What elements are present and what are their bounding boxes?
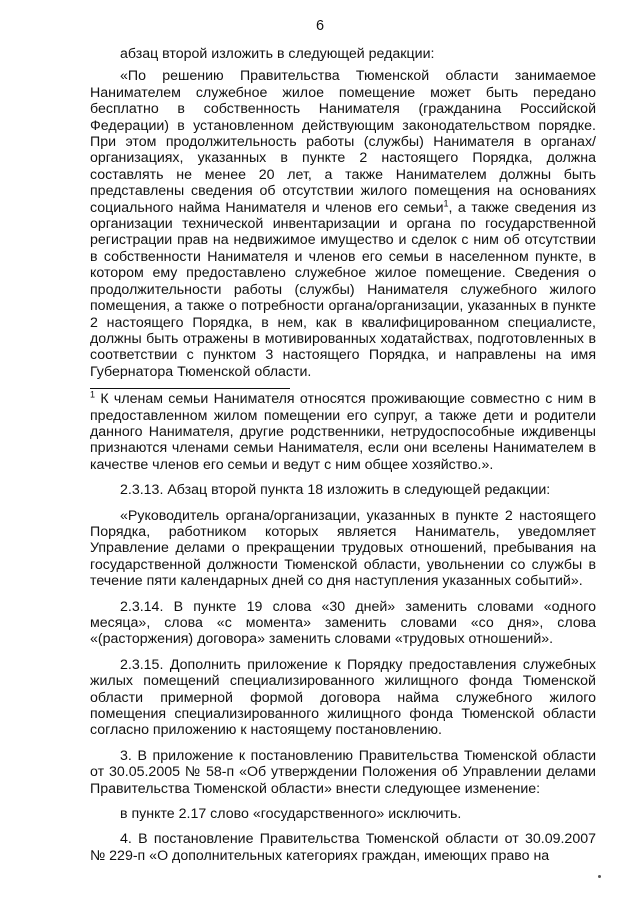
- scan-speck: [598, 875, 601, 878]
- page-number: 6: [315, 18, 325, 34]
- item-2-3-15: 2.3.15. Дополнить приложение к Порядку предоставления служебных жилых помещений специализированного жилищного фонда Тюменской области примерной формой договора найма служебного жилого помещения специализированного жилищного фонда Тюменской области согласно приложению к настоящему постановлению.: [90, 656, 596, 739]
- document-body: [90, 46, 596, 864]
- paragraph-quoted-rule: [90, 68, 596, 380]
- item-2-3-13-quote: «Руководитель органа/организации, указанных в пункте 2 настоящего Порядка, работником которых является Наниматель, уведомляет Управление делами о прекращении трудовых отношений, пребывания на государственной должности Тюменской области, увольнении со службы в течение пяти календарных дней со дня наступления указанных событий».: [90, 507, 596, 590]
- item-3: 3. В приложение к постановлению Правительства Тюменской области от 30.05.2005 № 58-п «Об утверждении Положения об Управлении делами Правительства Тюменской области» внести следующее изменение:: [90, 747, 596, 797]
- footnote-text: К членам семьи Нанимателя относятся проживающие совместно с ним в предоставленном жилом помещении его супруг, а также дети и родители данного Нанимателя, другие родственники, нетрудоспособные иждивенцы признаются членами семьи Нанимателя, если они вселены Нанимателем в качестве членов его семьи и ведут с ним общее хозяйство.».: [90, 391, 596, 473]
- item-2-3-13: 2.3.13. Абзац второй пункта 18 изложить в следующей редакции:: [120, 482, 551, 499]
- footnote: [90, 391, 596, 473]
- item-2-3-14: 2.3.14. В пункте 19 слова «30 дней» заменить словами «одного месяца», слова «с момента» заменить словами «со дня», слова «(расторжения) договора» заменить словами «трудовых отношений».: [90, 598, 596, 648]
- footnote-separator: [90, 388, 290, 389]
- item-4: 4. В постановление Правительства Тюменской области от 30.09.2007 № 229-п «О дополнительных категориях граждан, имеющих право на: [90, 831, 596, 864]
- footnote-marker: 1: [90, 389, 96, 400]
- item-3-change: в пункте 2.17 слово «государственного» исключить.: [120, 806, 462, 823]
- paragraph-intro: абзац второй изложить в следующей редакции:: [120, 46, 435, 62]
- footnote-reference: 1: [443, 197, 449, 208]
- paragraph-quoted-rule-part1: «По решению Правительства Тюменской области занимаемое Нанимателем служебное жилое помещение может быть передано бесплатно в собственность Нанимателя (гражданина Российской Федерации) в установленном действующим законодательством порядке. При этом продолжительность работы (службы) Нанимателя в органах/организациях, указанных в пункте 2 настоящего Порядка, должна составлять не менее 20 лет, а также Нанимателем должны быть представлены сведения об отсутствии жилого помещения на основаниях социального найма Нанимателя и членов его семьи: [90, 68, 596, 216]
- paragraph-quoted-rule-part2: , а также сведения из организации технической инвентаризации и органа по государственной регистрации прав на недвижимое имущество и сделок с ним об отсутствии в собственности Нанимателя и членов его семьи в населенном пункте, в котором ему предоставлено служебное жилое помещение. Сведения о продолжительности работы (службы) Нанимателя служебного жилого помещения, а также о потребности органа/организации, указанных в пункте 2 настоящего Порядка, в нем, как в квалифицированном специалисте, должны быть отражены в мотивированных ходатайствах, подготовленных в соответствии с пунктом 3 настоящего Порядка, и направлены на имя Губернатора Тюменской области.: [90, 199, 596, 380]
